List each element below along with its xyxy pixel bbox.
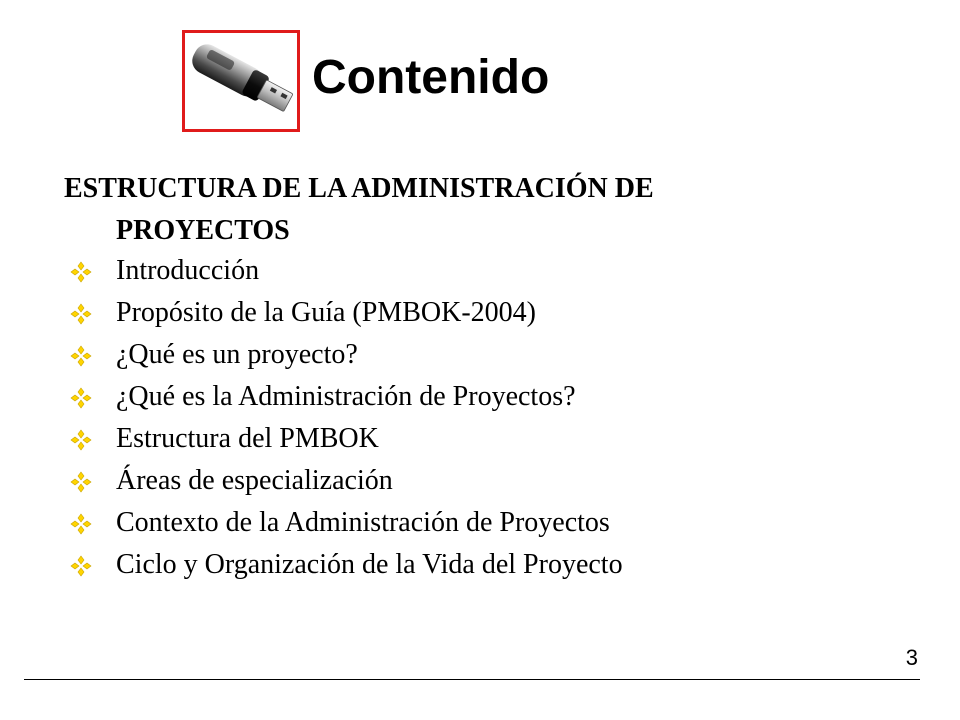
slide-title: Contenido — [312, 51, 550, 104]
list-item-label: Estructura del PMBOK — [116, 423, 379, 454]
list-item-label: Contexto de la Administración de Proyectos — [116, 507, 610, 538]
list-item-label: ¿Qué es un proyecto? — [116, 339, 358, 370]
list-item — [64, 544, 623, 586]
list-item — [64, 502, 623, 544]
four-diamond-bullet-icon — [70, 303, 92, 325]
four-diamond-bullet-icon — [70, 345, 92, 367]
list-item — [64, 418, 623, 460]
four-diamond-bullet-icon — [70, 471, 92, 493]
list-item — [64, 292, 623, 334]
list-item-label: Ciclo y Organización de la Vida del Proyecto — [116, 549, 623, 580]
usb-flash-drive-icon — [185, 33, 297, 129]
four-diamond-bullet-icon — [70, 429, 92, 451]
list-item-label: ¿Qué es la Administración de Proyectos? — [116, 381, 576, 412]
four-diamond-bullet-icon — [70, 555, 92, 577]
list-item-label: Áreas de especialización — [116, 465, 393, 496]
usb-drive-image — [182, 30, 300, 132]
footer-divider — [24, 679, 920, 680]
four-diamond-bullet-icon — [70, 387, 92, 409]
list-item — [64, 250, 623, 292]
four-diamond-bullet-icon — [70, 513, 92, 535]
page-number: 3 — [905, 645, 918, 670]
section-heading-line1: ESTRUCTURA DE LA ADMINISTRACIÓN DE — [64, 173, 654, 204]
list-item-label: Introducción — [116, 255, 260, 286]
section-heading-line2: PROYECTOS — [116, 215, 290, 246]
content-list — [64, 250, 623, 586]
list-item — [64, 460, 623, 502]
section-heading — [64, 168, 864, 252]
list-item — [64, 334, 623, 376]
four-diamond-bullet-icon — [70, 261, 92, 283]
list-item — [64, 376, 623, 418]
list-item-label: Propósito de la Guía (PMBOK-2004) — [116, 297, 536, 328]
